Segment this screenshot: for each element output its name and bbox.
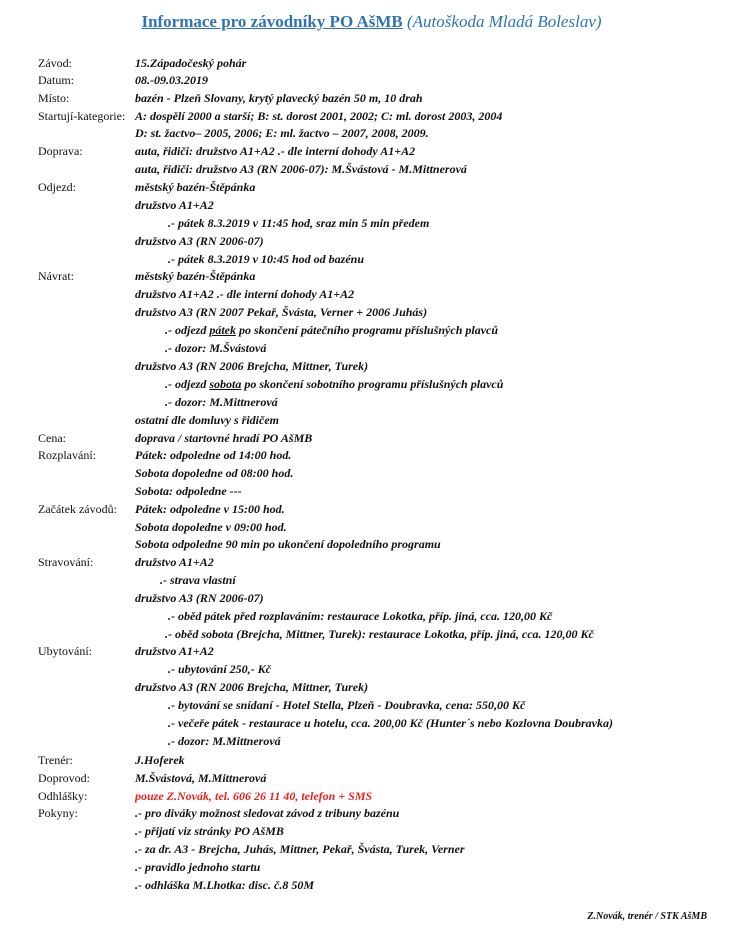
row-value: [165, 376, 503, 393]
row-label: Rozplavání:: [38, 448, 96, 462]
row-value: D: st. žactvo– 2005, 2006; E: ml. žactvo – 2007, 2008, 2009.: [135, 126, 429, 140]
row-value: městský bazén-Štěpánka: [135, 180, 256, 194]
row-value: .- pátek 8.3.2019 v 10:45 hod od bazénu: [168, 252, 364, 266]
row-value: družstvo A3 (RN 2006-07): [135, 591, 264, 605]
row-value: .- oběd pátek před rozplaváním: restaurace Lokotka, příp. jiná, cca. 120,00 Kč: [168, 609, 553, 623]
row-value: .- večeře pátek - restaurace u hotelu, cca. 200,00 Kč (Hunter´s nebo Kozlovna Doubravka): [168, 716, 613, 730]
row-label: Startují-kategorie:: [38, 109, 126, 123]
row-label: Doprava:: [38, 144, 83, 158]
row-label: Stravování:: [38, 555, 94, 569]
row-value-underlined: pátek: [209, 323, 236, 337]
row-value: pouze Z.Novák, tel. 606 26 11 40, telefon + SMS: [135, 789, 373, 803]
row-value: .- pátek 8.3.2019 v 11:45 hod, sraz min 5 min předem: [168, 216, 430, 230]
row-label: Datum:: [38, 73, 74, 87]
row-value: .- strava vlastní: [160, 573, 236, 587]
row-value: družstvo A1+A2: [135, 644, 214, 658]
row-value: .- dozor: M.Švástová: [165, 341, 267, 355]
row-value: družstvo A3 (RN 2006 Brejcha, Mittner, Turek): [135, 680, 369, 694]
row-value: Pátek: odpoledne v 15:00 hod.: [135, 502, 285, 516]
row-label: Začátek závodů:: [38, 502, 117, 516]
row-value: doprava / startovné hradí PO AšMB: [135, 431, 313, 445]
row-label: Doprovod:: [38, 771, 90, 785]
row-value: [165, 322, 498, 339]
row-label: Trenér:: [38, 753, 73, 767]
row-label: Místo:: [38, 91, 70, 105]
row-label: Pokyny:: [38, 806, 79, 820]
row-value-post: po skončení pátečního programu příslušných plavců: [236, 323, 499, 337]
document-title-main: Informace pro závodníky PO AšMB: [141, 12, 403, 31]
row-label: Závod:: [38, 56, 72, 70]
row-value: auta, řidiči: družstvo A1+A2 .- dle interní dohody A1+A2: [135, 144, 416, 158]
row-value: družstvo A3 (RN 2006 Brejcha, Mittner, Turek): [135, 359, 369, 373]
row-value: M.Švástová, M.Mittnerová: [135, 771, 267, 785]
row-value-underlined: sobota: [209, 377, 242, 391]
row-value: .- dozor: M.Mittnerová: [168, 734, 281, 748]
row-value: A: dospělí 2000 a starší; B: st. dorost 2001, 2002; C: ml. dorost 2003, 2004: [135, 109, 503, 123]
row-value-pre: .- odjezd: [165, 323, 210, 337]
row-value-pre: .- odjezd: [165, 377, 210, 391]
row-value: .- ubytování 250,- Kč: [168, 662, 271, 676]
row-value: .- za dr. A3 - Brejcha, Juhás, Mittner, Pekař, Švásta, Turek, Verner: [135, 842, 465, 856]
row-value: družstvo A3 (RN 2006-07): [135, 234, 264, 248]
row-value: Sobota dopoledne v 09:00 hod.: [135, 520, 287, 534]
row-value: ostatní dle domluvy s řidičem: [135, 413, 279, 427]
row-value: 08.-09.03.2019: [135, 73, 208, 87]
row-label: Odhlášky:: [38, 789, 88, 803]
row-value: bazén - Plzeň Slovany, krytý plavecký bazén 50 m, 10 drah: [135, 91, 423, 105]
row-value: Sobota: odpoledne ---: [135, 484, 242, 498]
row-value: J.Hoferek: [135, 753, 185, 767]
document-title: [0, 12, 743, 32]
row-value: .- pro diváky možnost sledovat závod z tribuny bazénu: [135, 806, 400, 820]
row-value: družstvo A1+A2: [135, 555, 214, 569]
row-label: Návrat:: [38, 269, 74, 283]
row-value: družstvo A3 (RN 2007 Pekař, Švásta, Verner + 2006 Juhás): [135, 305, 428, 319]
row-value: družstvo A1+A2 .- dle interní dohody A1+A2: [135, 287, 355, 301]
row-value: městský bazén-Štěpánka: [135, 269, 256, 283]
row-value: .- bytování se snídaní - Hotel Stella, Plzeň - Doubravka, cena: 550,00 Kč: [168, 698, 526, 712]
row-value: 15.Západočeský pohár: [135, 56, 247, 70]
row-value-post: po skončení sobotního programu příslušných plavců: [241, 377, 504, 391]
row-value: družstvo A1+A2: [135, 198, 214, 212]
row-value: Sobota odpoledne 90 min po ukončení dopoledního programu: [135, 537, 441, 551]
row-value: auta, řidiči: družstvo A3 (RN 2006-07): M.Švástová - M.Mittnerová: [135, 162, 467, 176]
row-value: .- pravidlo jednoho startu: [135, 860, 261, 874]
row-value: .- dozor: M.Mittnerová: [165, 395, 278, 409]
row-value: Pátek: odpoledne od 14:00 hod.: [135, 448, 292, 462]
document-title-sub: (Autoškoda Mladá Boleslav): [407, 12, 602, 31]
row-label: Cena:: [38, 431, 66, 445]
row-value: .- odhláška M.Lhotka: disc. č.8 50M: [135, 878, 315, 892]
row-value: .- oběd sobota (Brejcha, Mittner, Turek): restaurace Lokotka, příp. jiná, cca. 120,00 Kč: [165, 627, 594, 641]
row-value: .- přijatí viz stránky PO AšMB: [135, 824, 284, 838]
row-label: Ubytování:: [38, 644, 92, 658]
footer-signature: Z.Novák, trenér / STK AšMB: [587, 911, 707, 922]
row-label: Odjezd:: [38, 180, 76, 194]
row-value: Sobota dopoledne od 08:00 hod.: [135, 466, 294, 480]
